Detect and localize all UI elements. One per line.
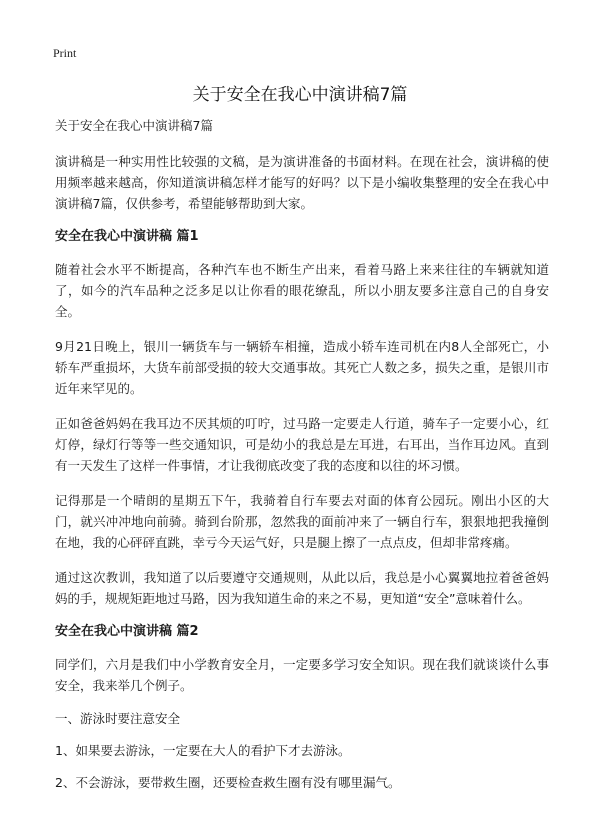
paragraph: 同学们，六月是我们中小学教育安全月，一定要多学习安全知识。现在我们就谈谈什么事安全，我来举几个例子。 [55, 657, 549, 693]
document-title: 关于安全在我心中演讲稿7篇 [192, 85, 408, 105]
paragraph: 记得那是一个晴朗的星期五下午，我骑着自行车要去对面的体育公园玩。刚出小区的大门，就兴冲冲地向前骑。骑到台阶那，忽然我的面前冲来了一辆自行车，狠狠地把我撞倒在地，我的心砰砰直跳，幸亏今天运气好，只是腿上擦了一点点皮，但却非常疼痛。 [55, 493, 549, 550]
section-heading-1: 安全在我心中演讲稿 篇1 [55, 229, 199, 244]
paragraph: 随着社会水平不断提高，各种汽车也不断生产出来，看着马路上来来往往的车辆就知道了，如今的汽车品种之泛多足以让你看的眼花缭乱，所以小朋友要多注意自己的自身安全。 [55, 262, 549, 319]
paragraph: 正如爸爸妈妈在我耳边不厌其烦的叮咛，过马路一定要走人行道，骑车子一定要小心，红灯停，绿灯行等等一些交通知识，可是幼小的我总是左耳进，右耳出，当作耳边风。直到有一天发生了这样一件事情，才让我彻底改变了我的态度和以往的坏习惯。 [55, 416, 549, 473]
document-body [55, 117, 549, 806]
paragraph: 通过这次教训，我知道了以后要遵守交通规则，从此以后，我总是小心翼翼地拉着爸爸妈妈的手，规规矩距地过马路，因为我知道生命的来之不易，更知道“安全”意味着什么。 [55, 570, 549, 606]
section-heading-2: 安全在我心中演讲稿 篇2 [55, 624, 199, 639]
paragraph: 9月21日晚上，银川一辆货车与一辆轿车相撞，造成小轿车连司机在内8人全部死亡，小轿车严重损坏，大货车前部受损的较大交通事故。其死亡人数之多，损失之重，是银川市近年来罕见的。 [55, 339, 549, 396]
document-subtitle: 关于安全在我心中演讲稿7篇 [55, 118, 213, 133]
print-link[interactable]: Print [53, 46, 77, 60]
list-item: 1、如果要去游泳，一定要在大人的看护下才去游泳。 [55, 743, 351, 758]
list-item: 2、不会游泳，要带救生圈，还要检查救生圈有没有哪里漏气。 [55, 775, 401, 790]
list-item: 一、游泳时要注意安全 [55, 711, 181, 726]
intro-paragraph: 演讲稿是一种实用性比较强的文稿，是为演讲准备的书面材料。在现在社会，演讲稿的使用频率越来越高，你知道演讲稿怎样才能写的好吗？以下是小编收集整理的安全在我心中演讲稿7篇，仅供参考，希望能够帮助到大家。 [55, 154, 549, 211]
